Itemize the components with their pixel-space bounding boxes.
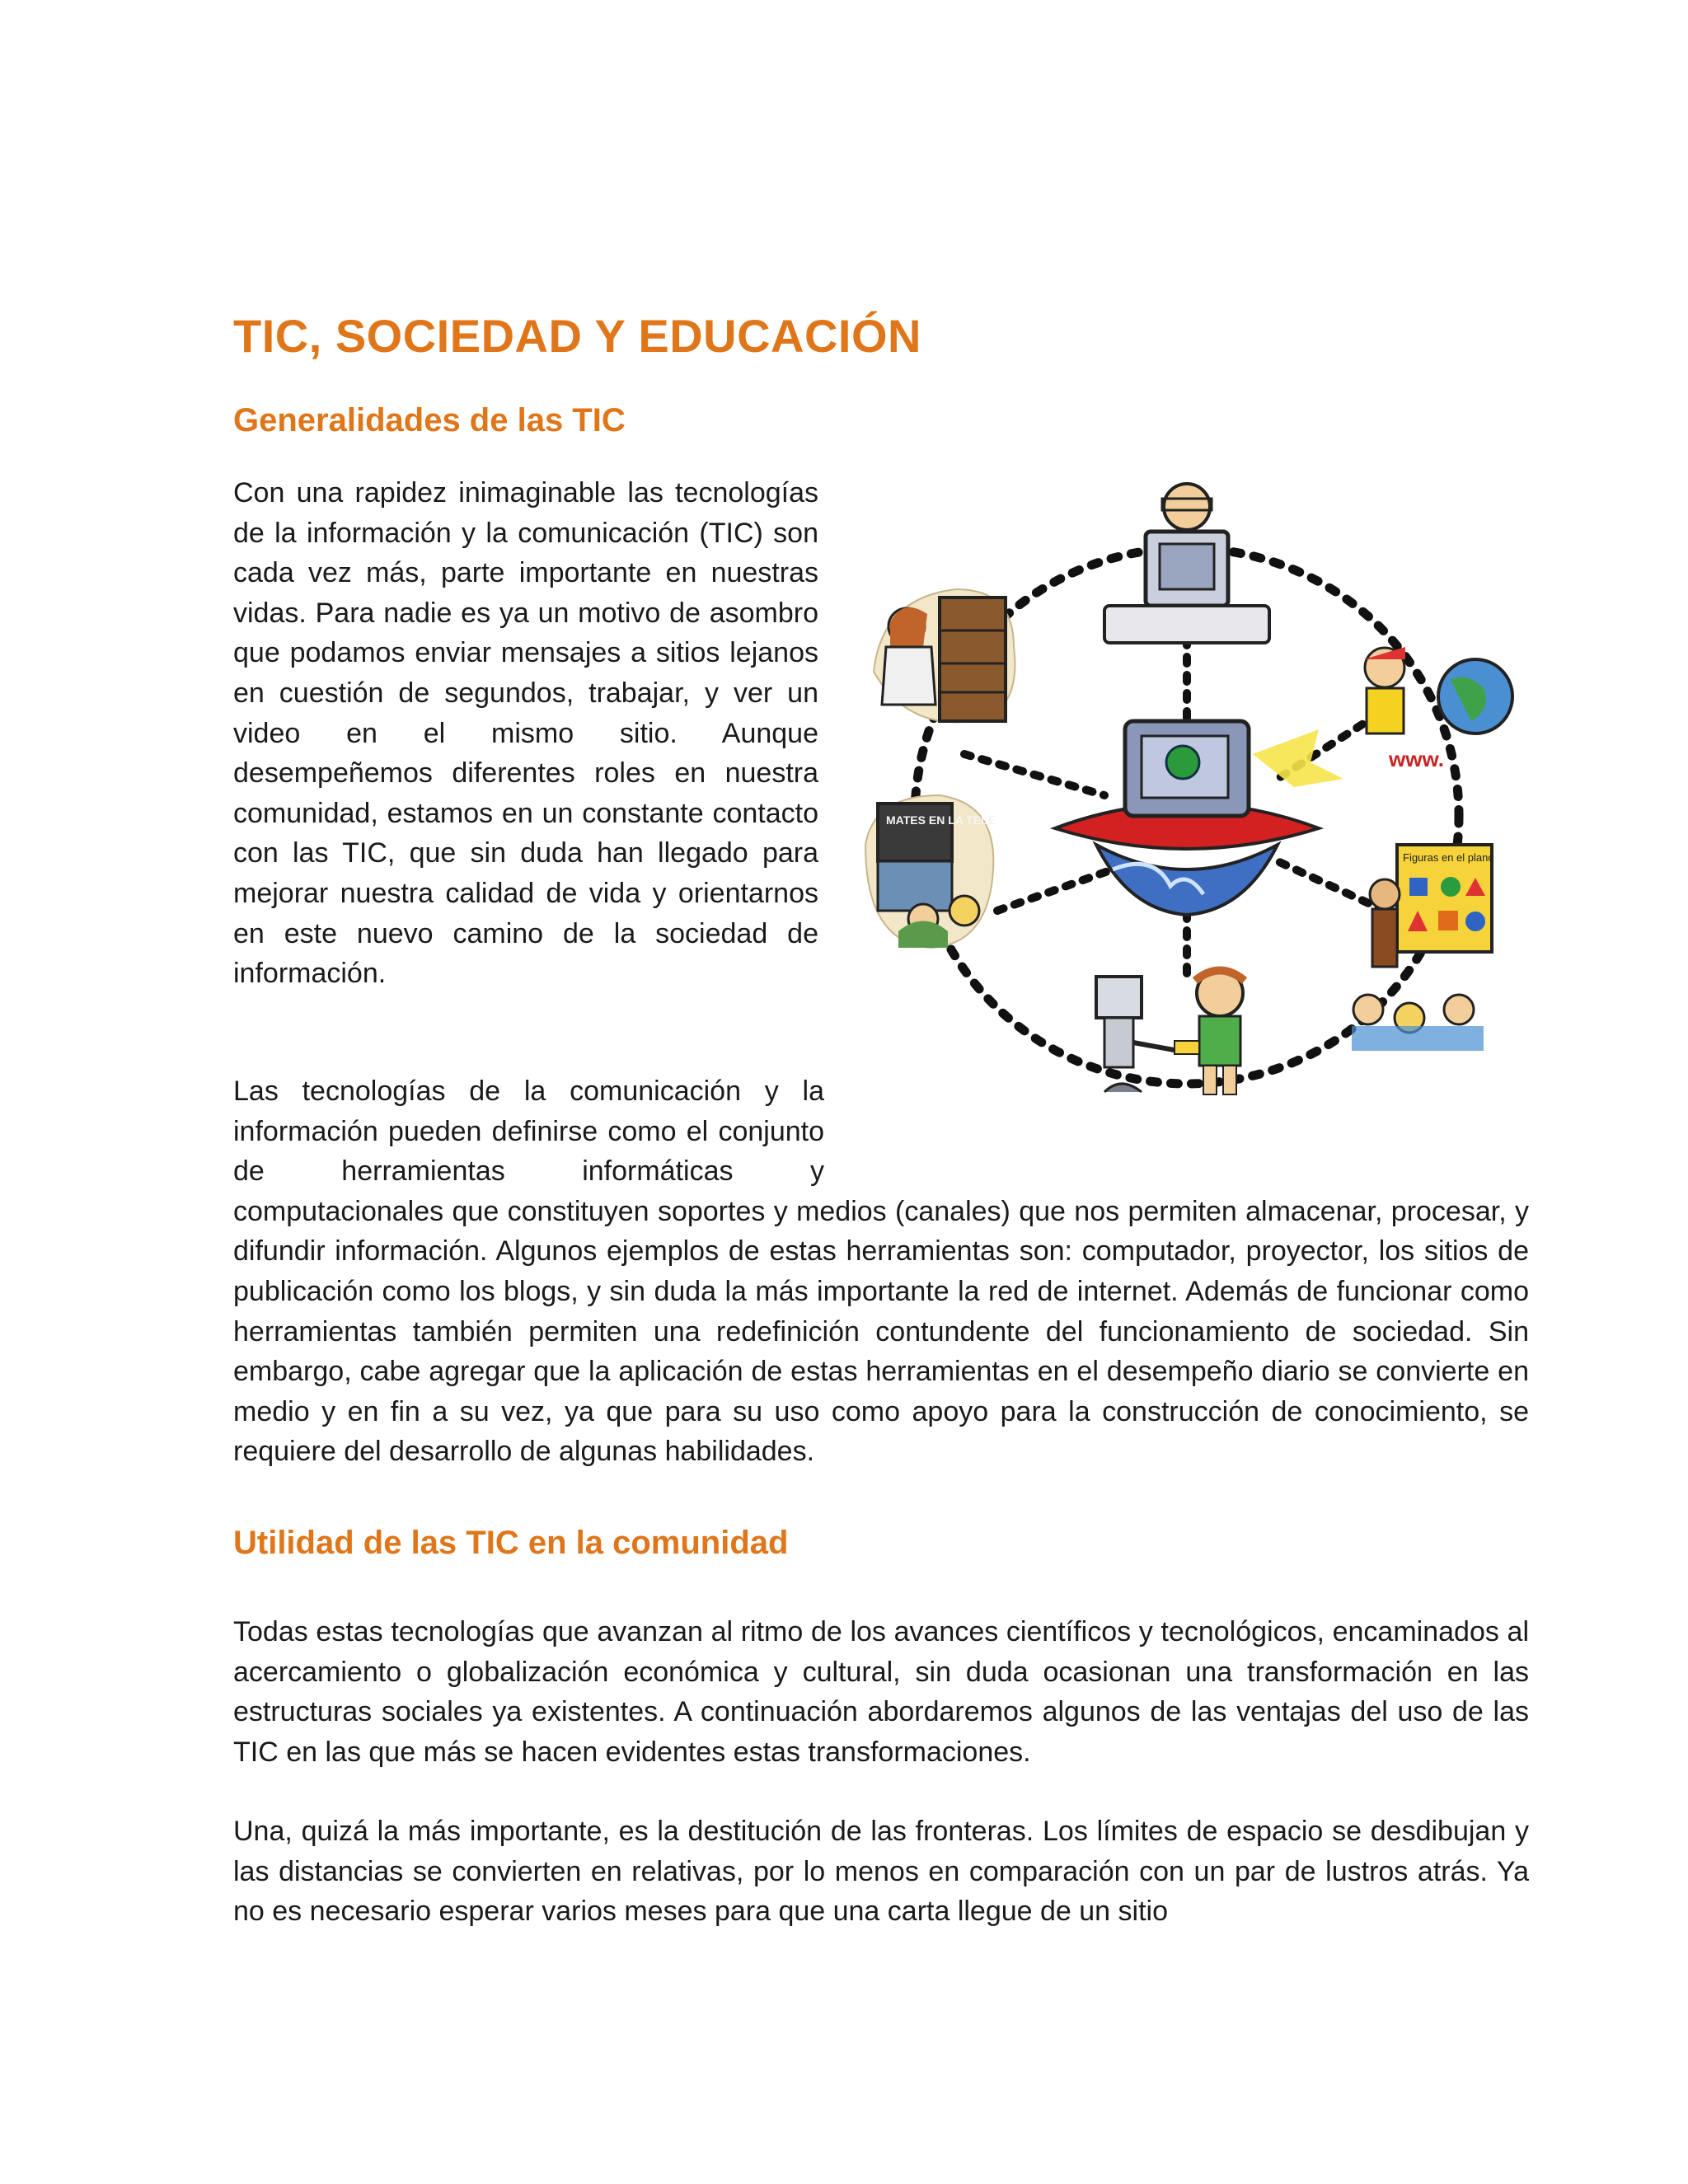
paragraph-definition: Las tecnologías de la comunicación y la información pueden definirse como el conjunto de herramientas informáticas y computacionales que constituyen soportes y medios (canales) que nos permiten almacenar, procesar, y difundir información. Algunos ejemplos de estas herramientas son: computador, proyector, los sitios de publicación como los blogs, y sin duda la más importante la red de internet. Además de funcionar como herramientas también permiten una redefinición contundente del funcionamiento de sociedad. Sin embargo, cabe agregar que la aplicación de estas herramientas en el desempeño diario se convierte en medio y en fin a su vez, ya que para su uso como apoyo para la construcción de conocimiento, se requiere del desarrollo de algunas habilidades. (233, 1076, 1529, 1468)
svg-text:www.: www. (1389, 747, 1444, 771)
document-title: TIC, SOCIEDAD Y EDUCACIÓN (233, 310, 921, 362)
tic-network-illustration (857, 482, 1517, 1117)
section-heading-generalidades: Generalidades de las TIC (233, 402, 626, 438)
teacher-shapes-board-icon (1352, 845, 1494, 1051)
svg-text:MATES EN LA TELE: MATES EN LA TELE (886, 813, 996, 827)
top-user-computer-icon (1104, 484, 1269, 643)
paragraph-intro: Con una rapidez inimaginable las tecnologías de la información y la comunicación (TIC) son cada vez más, parte importante en nuestras vidas. Para nadie es ya un motivo de asombro que podamos enviar mensajes a sitios lejanos en cuestión de segundos, trabajar, y ver un video en el mismo sitio. Aunque desempeñemos diferentes roles en nuestra comunidad, estamos en un constante contacto con las TIC, que sin duda han llegado para mejorar nuestra calidad de vida y orientarnos en este nuevo camino de la sociedad de información. (233, 477, 818, 990)
central-computer-icon (1055, 721, 1343, 915)
paragraph-utilidad-2: Una, quizá la más importante, es la destitución de las fronteras. Los límites de espacio se desdibujan y las distancias se convierten en relativas, por lo menos en comparación con un par de lustros atrás. Ya no es necesario esperar varios meses para que una carta llegue de un sitio (233, 1816, 1529, 1928)
paragraph-utilidad-1: Todas estas tecnologías que avanzan al ritmo de los avances científicos y tecnológicos, encaminados al acercamiento o globalización económica y cultural, sin duda ocasionan una transformación en las estructuras sociales ya existentes. A continuación abordaremos algunos de las ventajas del uso de las TIC en las que más se hacen evidentes estas transformaciones. (233, 1616, 1529, 1768)
svg-text:Figuras en el plano: Figuras en el plano (1403, 851, 1494, 864)
library-woman-icon (874, 589, 1015, 722)
classroom-tv-icon (865, 795, 996, 948)
section-heading-utilidad: Utilidad de las TIC en la comunidad (233, 1525, 789, 1561)
